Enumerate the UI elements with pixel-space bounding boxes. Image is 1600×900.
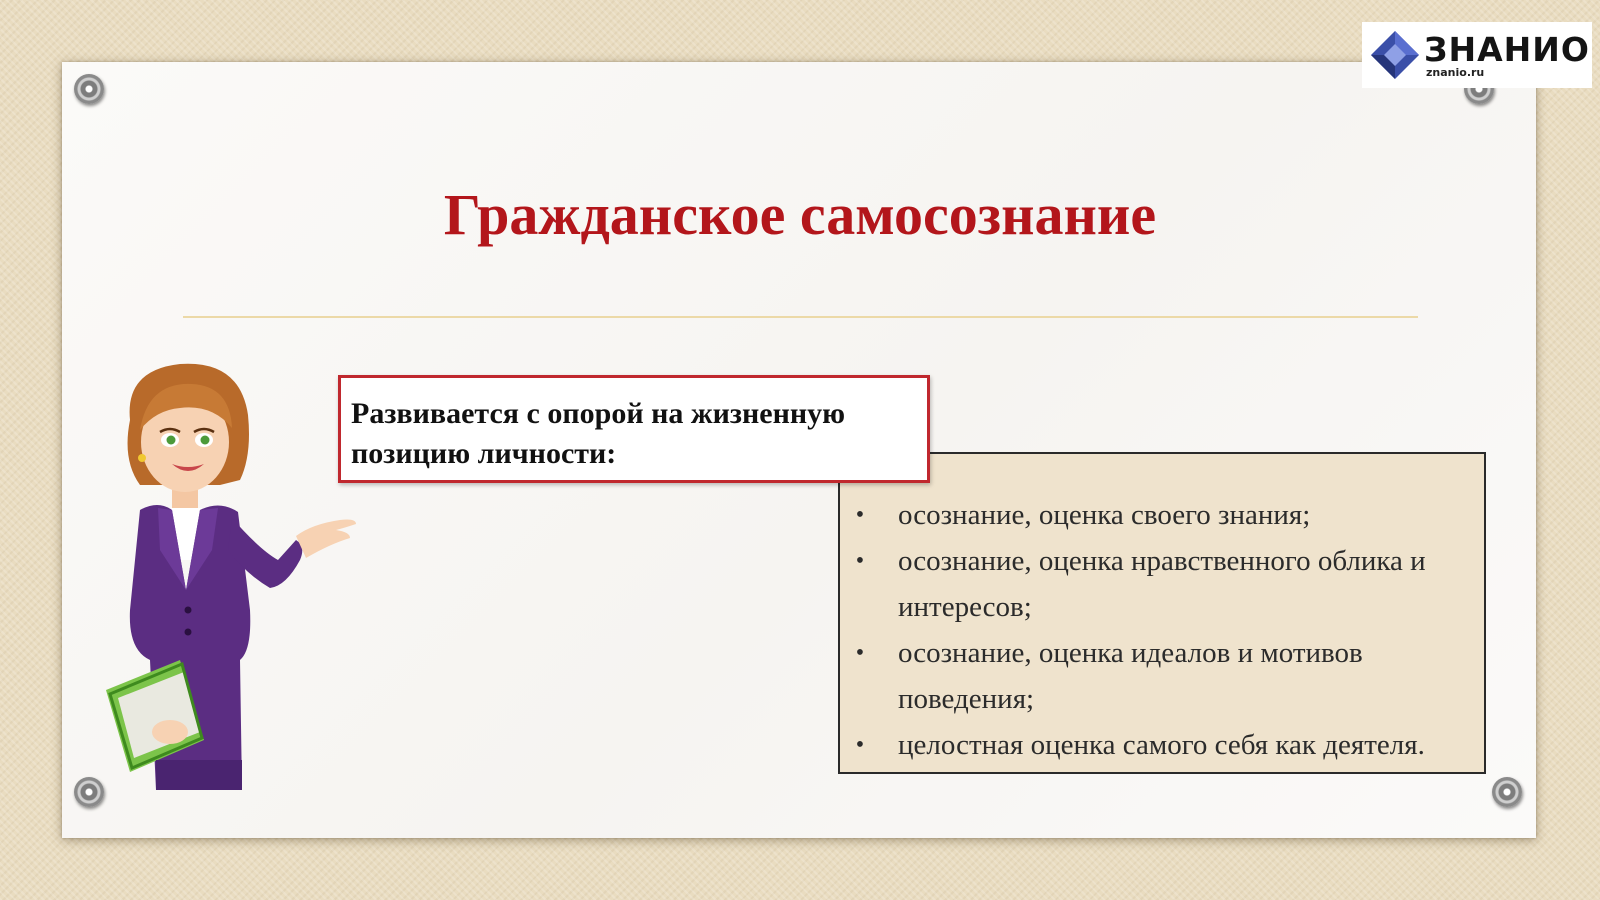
bullet-icon: •: [855, 732, 865, 758]
list-item: [850, 492, 1476, 538]
bullet-icon: •: [855, 640, 865, 666]
point-text: целостная оценка самого себя как деятеля.: [898, 729, 1425, 761]
pushpin-icon: [1492, 777, 1522, 807]
slide-title: Гражданское самосознание: [443, 182, 1157, 247]
callout-text: Развивается с опорой на жизненную позицию личности:: [351, 397, 846, 470]
points-box: [838, 452, 1486, 774]
brand-url: znanio.ru: [1426, 66, 1485, 79]
teacher-woman-illustration: [100, 360, 370, 800]
brand-logo[interactable]: [1362, 22, 1592, 88]
list-item: [850, 722, 1476, 768]
brand-name: ЗНАНИО: [1424, 30, 1590, 69]
point-text: осознание, оценка идеалов и мотивов поведения;: [898, 637, 1363, 715]
bullet-icon: •: [855, 502, 865, 528]
pushpin-icon: [74, 74, 104, 104]
bullet-icon: •: [855, 548, 865, 574]
points-list: [850, 492, 1476, 768]
diamond-logo-icon: [1370, 30, 1420, 80]
callout-box: [338, 375, 930, 483]
title-divider: [183, 316, 1418, 318]
point-text: осознание, оценка своего знания;: [898, 499, 1311, 531]
point-text: осознание, оценка нравственного облика и интересов;: [898, 545, 1426, 623]
list-item: [850, 630, 1476, 722]
list-item: [850, 538, 1476, 630]
